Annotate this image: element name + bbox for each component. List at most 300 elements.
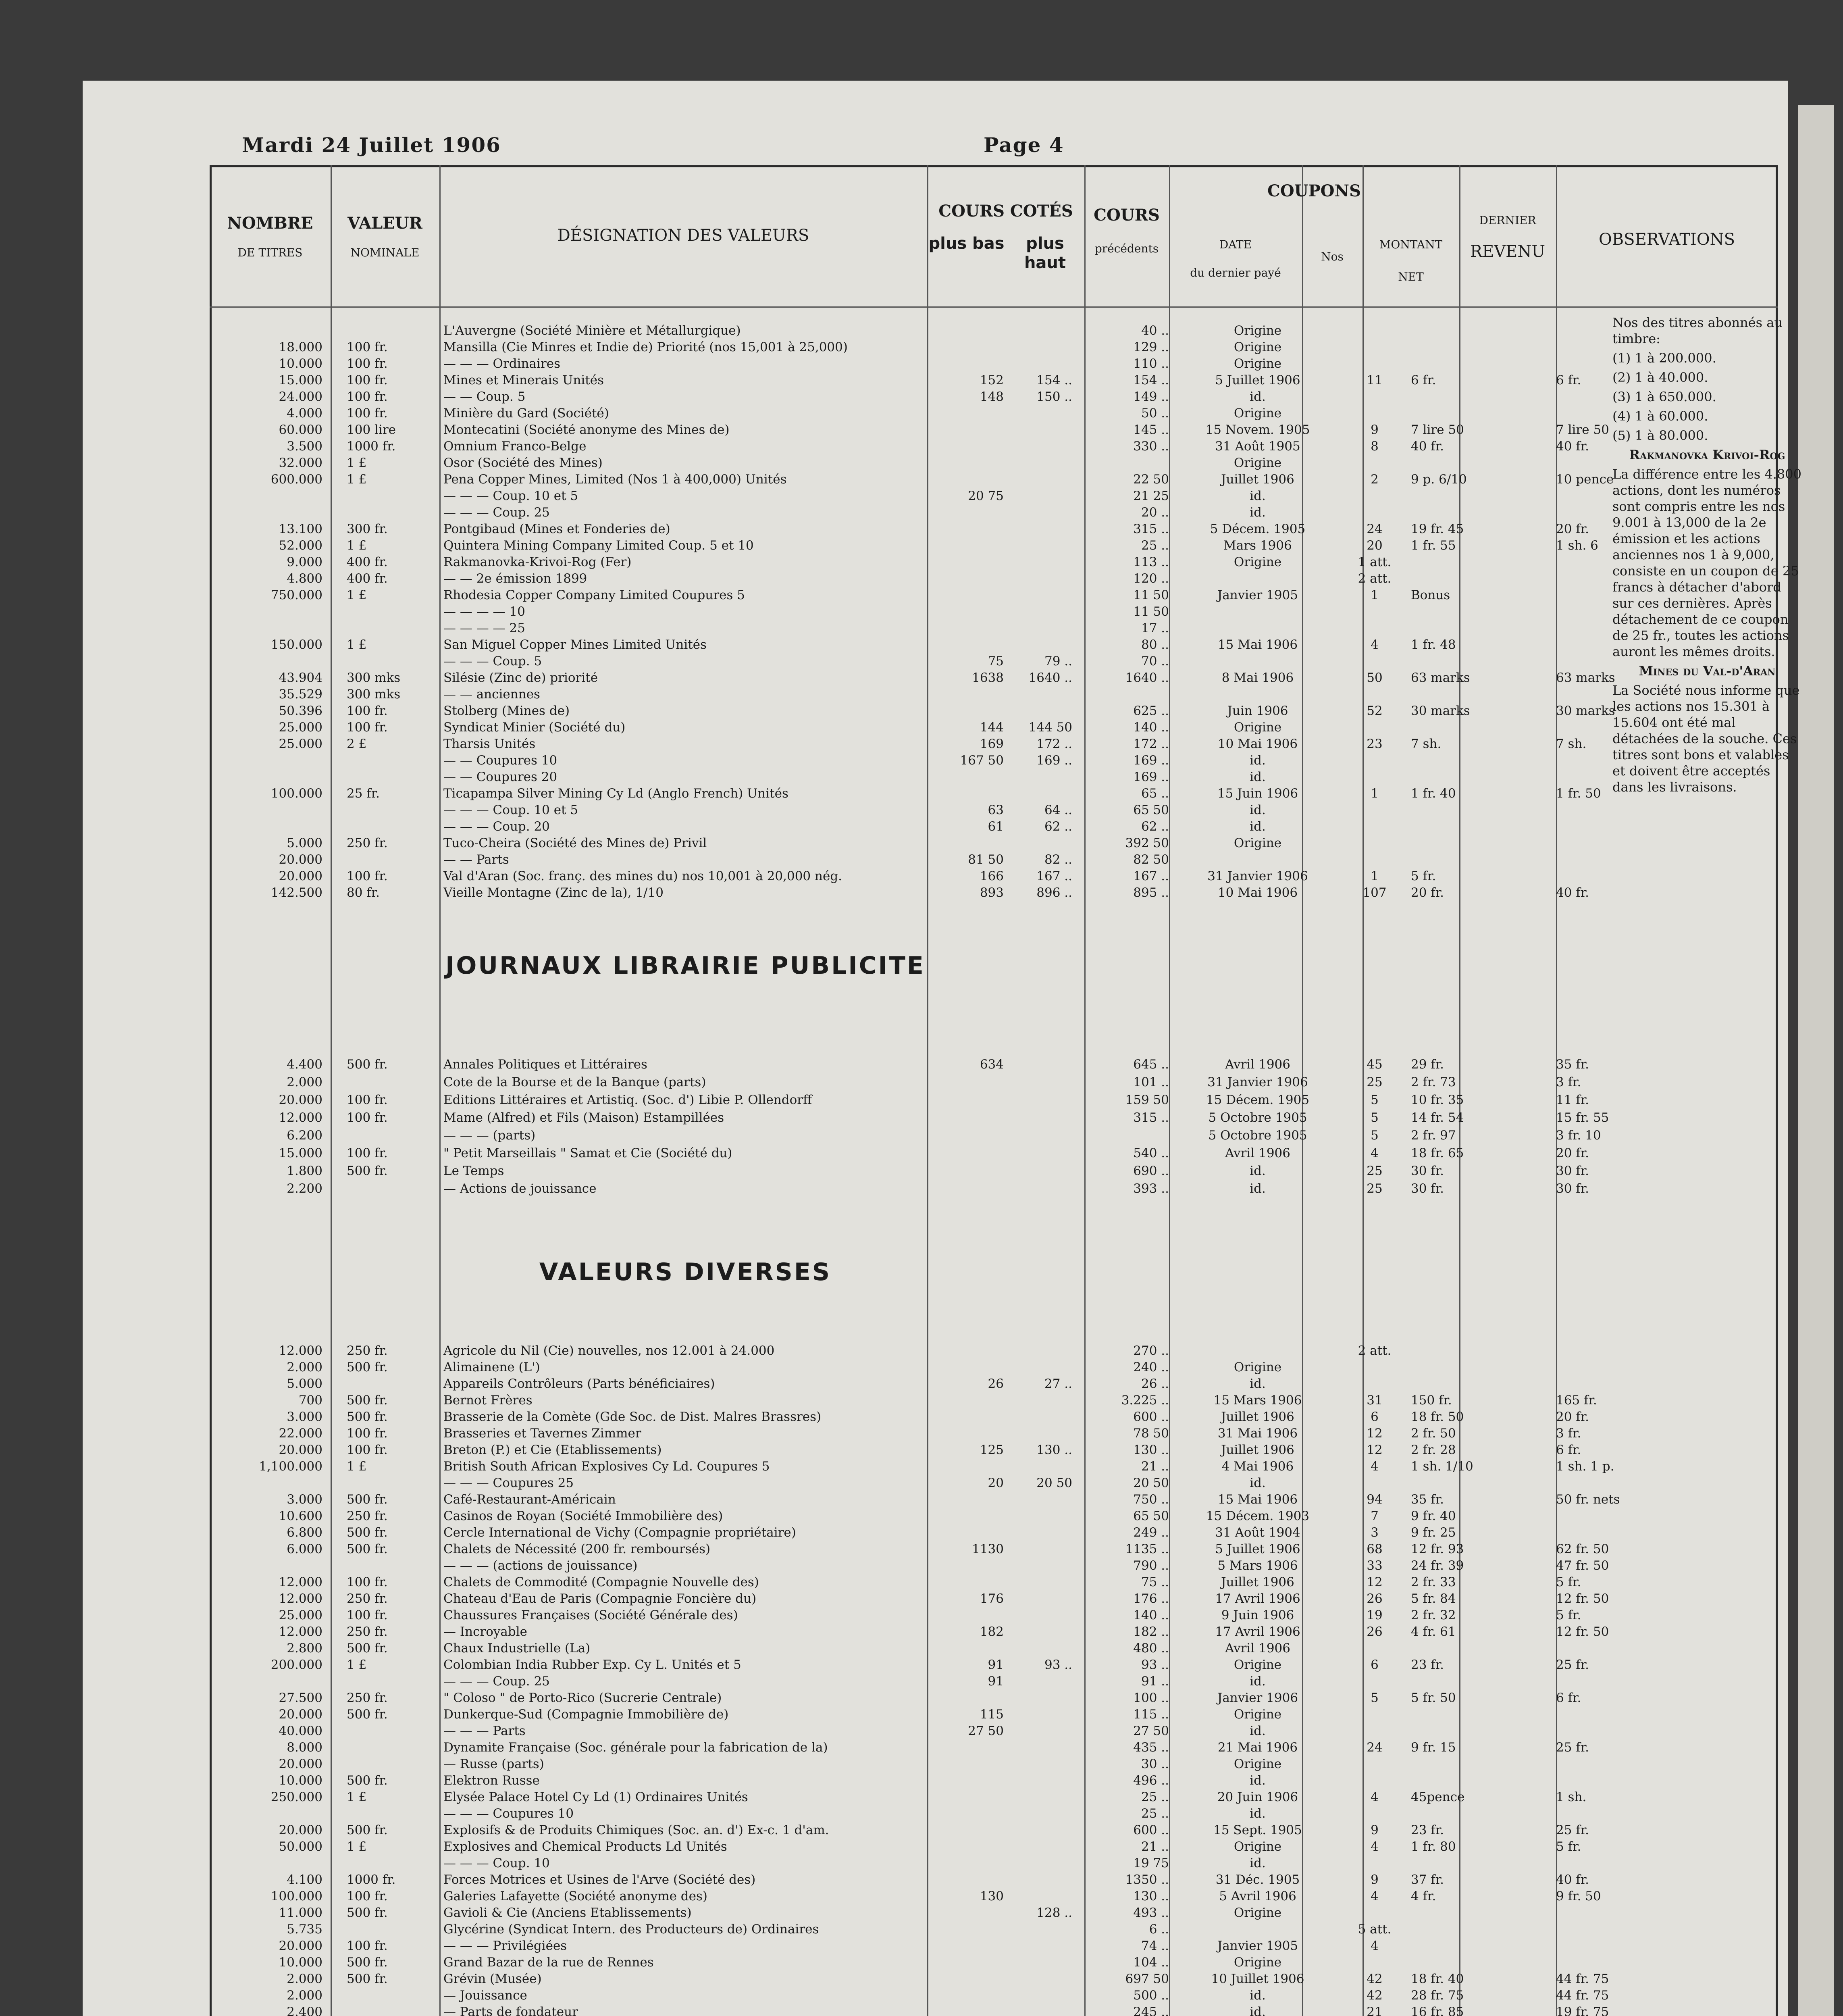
obs-val-text: La Société nous informe que les actions nos 15.301 à 15.604 ont été mal détachées de la souche. Ces titres sont bons et valables et doivent être acceptés dans les livraisons.: [1612, 683, 1800, 795]
cell-rev: 63 marks: [1556, 671, 1615, 685]
cell-des: — — 2e émission 1899: [443, 571, 587, 586]
cell-date: id.: [1250, 505, 1266, 520]
col-valeur-sub: NOMINALE: [350, 246, 420, 259]
cell-rev: 50 fr. nets: [1556, 1492, 1620, 1507]
cell-prec: 315 ..: [1133, 522, 1169, 536]
cell-mnt: 45pence: [1411, 1790, 1465, 1804]
cell-prec: 240 ..: [1133, 1360, 1169, 1375]
cell-prec: 625 ..: [1133, 704, 1169, 718]
cell-prec: 690 ..: [1133, 1164, 1169, 1178]
cell-bas: 115: [980, 1707, 1004, 1722]
cell-nb: 20.000: [279, 852, 322, 867]
cell-des: — — — Coup. 10: [443, 1856, 550, 1870]
cell-date: Origine: [1234, 1707, 1282, 1722]
cell-val: 500 fr.: [347, 1955, 388, 1970]
cell-num: 5: [1371, 1691, 1379, 1705]
cell-date: Janvier 1905: [1217, 588, 1298, 602]
cell-mnt: 4 fr.: [1411, 1889, 1436, 1904]
cell-val: 250 fr.: [347, 1691, 388, 1705]
cell-rev: 40 fr.: [1556, 439, 1589, 454]
cell-des: Chalets de Nécessité (200 fr. remboursés): [443, 1542, 711, 1556]
cell-haut: 130 ..: [1036, 1443, 1072, 1457]
cell-prec: 1350 ..: [1125, 1872, 1169, 1887]
cell-date: 31 Août 1905: [1215, 439, 1300, 454]
page-number: Page 4: [984, 133, 1064, 157]
cell-date: 15 Mai 1906: [1217, 637, 1298, 652]
cell-num: 4: [1371, 637, 1379, 652]
cell-date: Origine: [1234, 323, 1282, 338]
cell-prec: 245 ..: [1133, 2005, 1169, 2016]
cell-date: Origine: [1234, 836, 1282, 850]
table-row: [210, 405, 1778, 421]
cell-val: 1 £: [347, 1839, 367, 1854]
cell-prec: 65 ..: [1141, 786, 1169, 801]
cell-prec: 101 ..: [1133, 1075, 1169, 1089]
cell-date: 31 Août 1904: [1215, 1525, 1300, 1540]
table-row: [210, 1657, 1778, 1673]
cell-des: — — — Coupures 25: [443, 1476, 574, 1490]
cell-nb: 13.100: [279, 522, 322, 536]
cell-rev: 40 fr.: [1556, 1872, 1589, 1887]
cell-num: 12: [1367, 1443, 1383, 1457]
cell-mnt: 18 fr. 50: [1411, 1410, 1464, 1424]
table-row: [210, 1888, 1778, 1904]
cell-date: Origine: [1234, 720, 1282, 735]
table-row: [210, 1409, 1778, 1425]
cell-prec: 167 ..: [1133, 869, 1169, 883]
table-row: [210, 1772, 1778, 1789]
cell-des: — — anciennes: [443, 687, 540, 702]
cell-rev: 10 pence: [1556, 472, 1614, 487]
cell-num: 68: [1367, 1542, 1383, 1556]
table-row: [210, 504, 1778, 521]
cell-des: " Coloso " de Porto-Rico (Sucrerie Centrale): [443, 1691, 722, 1705]
cell-bas: 182: [980, 1624, 1004, 1639]
cell-nb: 2.400: [287, 2005, 322, 2016]
cell-nb: 50.396: [279, 704, 322, 718]
cell-haut: 1640 ..: [1028, 671, 1072, 685]
cell-val: 100 fr.: [347, 1889, 388, 1904]
cell-des: Agricole du Nil (Cie) nouvelles, nos 12.001 à 24.000: [443, 1343, 775, 1358]
cell-nb: 24.000: [279, 389, 322, 404]
cell-prec: 790 ..: [1133, 1558, 1169, 1573]
cell-val: 300 mks: [347, 687, 401, 702]
cell-val: 1 £: [347, 472, 367, 487]
cell-prec: 93 ..: [1141, 1658, 1169, 1672]
next-page-edge: [1798, 105, 1834, 2016]
cell-des: Chaux Industrielle (La): [443, 1641, 591, 1656]
cell-date: 15 Sept. 1905: [1213, 1823, 1302, 1837]
cell-nb: 9.000: [287, 555, 322, 569]
cell-bas: 125: [980, 1443, 1004, 1457]
cell-des: — — — Privilégiées: [443, 1939, 567, 1953]
col-montant-sub: NET: [1398, 270, 1424, 283]
cell-val: 500 fr.: [347, 1492, 388, 1507]
cell-nb: 2.000: [287, 1988, 322, 2003]
cell-mnt: 23 fr.: [1411, 1823, 1444, 1837]
cell-val: 100 fr.: [347, 389, 388, 404]
cell-date: 5 Octobre 1905: [1208, 1110, 1307, 1125]
cell-nb: 25.000: [279, 1608, 322, 1622]
cell-des: Explosifs & de Produits Chimiques (Soc. an. d') Ex-c. 1 d'am.: [443, 1823, 829, 1837]
cell-des: Cercle International de Vichy (Compagnie propriétaire): [443, 1525, 796, 1540]
cell-nb: 150.000: [270, 637, 322, 652]
cell-num: 4: [1371, 1839, 1379, 1854]
cell-date: 4 Mai 1906: [1221, 1459, 1294, 1474]
cell-des: Brasserie de la Comète (Gde Soc. de Dist. Malres Brassres): [443, 1410, 822, 1424]
cell-prec: 110 ..: [1133, 356, 1169, 371]
cell-date: id.: [1250, 1377, 1266, 1391]
cell-nb: 10.000: [279, 1773, 322, 1788]
cell-prec: 80 ..: [1141, 637, 1169, 652]
cell-date: 10 Mai 1906: [1217, 885, 1298, 900]
table-row: [210, 802, 1778, 818]
cell-nb: 32.000: [279, 456, 322, 470]
cell-des: Bernot Frères: [443, 1393, 533, 1408]
cell-nb: 2.000: [287, 1972, 322, 1986]
cell-mnt: 5 fr. 50: [1411, 1691, 1456, 1705]
cell-val: 400 fr.: [347, 555, 388, 569]
cell-val: 250 fr.: [347, 836, 388, 850]
table-row: [210, 571, 1778, 587]
table-row: [210, 1524, 1778, 1541]
cell-bas: 893: [980, 885, 1004, 900]
table-row: [210, 1839, 1778, 1855]
cell-rev: 165 fr.: [1556, 1393, 1597, 1408]
cell-val: 500 fr.: [347, 1393, 388, 1408]
obs-timbre-2: (2) 1 à 40.000.: [1612, 370, 1708, 385]
cell-num: 42: [1367, 1988, 1383, 2003]
table-row: [210, 885, 1778, 901]
cell-des: — — Coup. 5: [443, 389, 526, 404]
cell-prec: 140 ..: [1133, 720, 1169, 735]
cell-date: 9 Juin 1906: [1221, 1608, 1294, 1622]
cell-des: — Incroyable: [443, 1624, 528, 1639]
cell-des: Val d'Aran (Soc. franç. des mines du) nos 10,001 à 20,000 nég.: [443, 869, 842, 883]
cell-num: 6: [1371, 1410, 1379, 1424]
col-plus-bas: plus bas: [928, 234, 1005, 253]
cell-date: 31 Janvier 1906: [1207, 869, 1308, 883]
cell-nb: 2.000: [287, 1360, 322, 1375]
cell-rev: 1 fr. 50: [1556, 786, 1601, 801]
table-row: [210, 587, 1778, 603]
table-row: [210, 1855, 1778, 1871]
cell-des: — — — Coup. 5: [443, 654, 542, 669]
cell-mnt: 9 fr. 25: [1411, 1525, 1456, 1540]
table-row: [210, 1092, 1778, 1108]
cell-val: 250 fr.: [347, 1343, 388, 1358]
table-row: [210, 686, 1778, 702]
cell-des: Elektron Russe: [443, 1773, 540, 1788]
cell-haut: 150 ..: [1036, 389, 1072, 404]
cell-bas: 91: [988, 1674, 1004, 1689]
cell-prec: 182 ..: [1133, 1624, 1169, 1639]
cell-date: 20 Juin 1906: [1217, 1790, 1298, 1804]
table-row: [210, 1640, 1778, 1656]
table-row: [210, 1591, 1778, 1607]
cell-val: 100 fr.: [347, 356, 388, 371]
cell-val: 1 £: [347, 1459, 367, 1474]
table-row: [210, 422, 1778, 438]
table-row: [210, 818, 1778, 835]
cell-val: 100 lire: [347, 423, 396, 437]
cell-nb: 2.200: [287, 1181, 322, 1196]
cell-val: 500 fr.: [347, 1360, 388, 1375]
cell-mnt: 9 fr. 40: [1411, 1509, 1456, 1523]
cell-des: Explosives and Chemical Products Ld Unités: [443, 1839, 727, 1854]
cell-date: Juin 1906: [1227, 704, 1288, 718]
table-row: [210, 1607, 1778, 1623]
table-row: [210, 1690, 1778, 1706]
cell-date: Juillet 1906: [1221, 1575, 1294, 1589]
col-valeur: VALEUR: [347, 214, 422, 233]
cell-des: Mansilla (Cie Minres et Indie de) Priorité (nos 15,001 à 25,000): [443, 340, 848, 354]
cell-des: Minière du Gard (Société): [443, 406, 609, 421]
cell-num: 5: [1371, 1110, 1379, 1125]
cell-nb: 15.000: [279, 1146, 322, 1160]
cell-date: Avril 1906: [1225, 1641, 1291, 1656]
table-row: [210, 1706, 1778, 1722]
cell-rev: 1 sh. 1 p.: [1556, 1459, 1614, 1474]
table-row: [210, 1475, 1778, 1491]
cell-nb: 3.000: [287, 1410, 322, 1424]
cell-val: 300 mks: [347, 671, 401, 685]
cell-nb: 20.000: [279, 1757, 322, 1771]
cell-val: 500 fr.: [347, 1525, 388, 1540]
table-row: [210, 1739, 1778, 1756]
col-nombre: NOMBRE: [227, 214, 313, 233]
cell-haut: 167 ..: [1036, 869, 1072, 883]
cell-prec: 17 ..: [1141, 621, 1169, 635]
cell-mnt: 18 fr. 40: [1411, 1972, 1464, 1986]
cell-val: 500 fr.: [347, 1057, 388, 1072]
cell-val: 100 fr.: [347, 1575, 388, 1589]
cell-date: Janvier 1906: [1217, 1691, 1298, 1705]
cell-nb: 600.000: [270, 472, 322, 487]
cell-mnt: 30 fr.: [1411, 1164, 1444, 1178]
cell-des: — — Coupures 20: [443, 770, 557, 784]
cell-nb: 100.000: [270, 786, 322, 801]
cell-num: 12: [1367, 1575, 1383, 1589]
cell-nb: 200.000: [270, 1658, 322, 1672]
cell-date: 5 Juillet 1906: [1215, 1542, 1300, 1556]
cell-des: L'Auvergne (Société Minière et Métallurgique): [443, 323, 741, 338]
cell-date: 15 Novem. 1905: [1205, 423, 1310, 437]
cell-prec: 249 ..: [1133, 1525, 1169, 1540]
cell-mnt: 1 fr. 40: [1411, 786, 1456, 801]
cell-prec: 540 ..: [1133, 1146, 1169, 1160]
cell-mnt: 2 fr. 32: [1411, 1608, 1456, 1622]
cell-date: Janvier 1905: [1217, 1939, 1298, 1953]
cell-bas: 75: [988, 654, 1004, 669]
cell-prec: 130 ..: [1133, 1889, 1169, 1904]
cell-haut: 172 ..: [1036, 737, 1072, 751]
cell-num: 50: [1367, 671, 1383, 685]
page-date: Mardi 24 Juillet 1906: [242, 133, 501, 157]
cell-mnt: 9 p. 6/10: [1411, 472, 1467, 487]
cell-val: 100 fr.: [347, 1426, 388, 1441]
cell-val: 1 £: [347, 1658, 367, 1672]
cell-val: 100 fr.: [347, 1146, 388, 1160]
cell-bas: 91: [988, 1658, 1004, 1672]
cell-des: Chateau d'Eau de Paris (Compagnie Foncière du): [443, 1591, 757, 1606]
observations-top: [1612, 314, 1802, 798]
cell-des: — Parts de fondateur: [443, 2005, 578, 2016]
cell-des: Mines et Minerais Unités: [443, 373, 604, 387]
cell-num: 9: [1371, 1823, 1379, 1837]
cell-nb: 20.000: [279, 1707, 322, 1722]
col-cours: COURS: [1094, 206, 1160, 225]
table-row: [210, 637, 1778, 653]
cell-des: — — — (parts): [443, 1128, 536, 1143]
cell-num: 2 att.: [1358, 571, 1392, 586]
cell-val: 100 fr.: [347, 406, 388, 421]
cell-num: 26: [1367, 1591, 1383, 1606]
cell-num: 1: [1371, 588, 1379, 602]
table-row: [210, 785, 1778, 802]
cell-date: Origine: [1234, 1658, 1282, 1672]
table-row: [210, 1145, 1778, 1161]
cell-num: 4: [1371, 1790, 1379, 1804]
cell-rev: 30 fr.: [1556, 1164, 1589, 1178]
cell-prec: 130 ..: [1133, 1443, 1169, 1457]
cell-des: — — — Coupures 10: [443, 1806, 574, 1821]
cell-num: 1: [1371, 786, 1379, 801]
cell-num: 33: [1367, 1558, 1383, 1573]
cell-date: 31 Mai 1906: [1217, 1426, 1298, 1441]
cell-val: 100 fr.: [347, 373, 388, 387]
col-plus-haut: plus haut: [1024, 234, 1066, 272]
col-revenu: REVENU: [1470, 242, 1546, 261]
cell-num: 19: [1367, 1608, 1383, 1622]
cell-mnt: 1 sh. 1/10: [1411, 1459, 1473, 1474]
cell-haut: 154 ..: [1036, 373, 1072, 387]
cell-date: 5 Juillet 1906: [1215, 373, 1300, 387]
cell-date: Origine: [1234, 1955, 1282, 1970]
cell-date: 10 Mai 1906: [1217, 737, 1298, 751]
cell-nb: 27.500: [279, 1691, 322, 1705]
cell-prec: 172 ..: [1133, 737, 1169, 751]
cell-date: 31 Déc. 1905: [1215, 1872, 1300, 1887]
cell-val: 2 £: [347, 737, 367, 751]
cell-haut: 27 ..: [1044, 1377, 1072, 1391]
cell-nb: 12.000: [279, 1343, 322, 1358]
table-row: [210, 620, 1778, 636]
header-divider: [210, 306, 1778, 308]
cell-nb: 1,100.000: [259, 1459, 322, 1474]
cell-prec: 154 ..: [1133, 373, 1169, 387]
cell-num: 8: [1371, 439, 1379, 454]
cell-des: Silésie (Zinc de) priorité: [443, 671, 598, 685]
cell-prec: 750 ..: [1133, 1492, 1169, 1507]
table-row: [210, 769, 1778, 785]
cell-num: 4: [1371, 1889, 1379, 1904]
cell-prec: 697 50: [1125, 1972, 1169, 1986]
cell-bas: 1638: [972, 671, 1004, 685]
cell-bas: 27 50: [968, 1724, 1004, 1738]
cell-des: Dynamite Française (Soc. générale pour la fabrication de la): [443, 1740, 828, 1755]
cell-prec: 392 50: [1125, 836, 1169, 850]
cell-nb: 35.529: [279, 687, 322, 702]
cell-mnt: 37 fr.: [1411, 1872, 1444, 1887]
cell-date: id.: [1250, 2005, 1266, 2016]
cell-mnt: 23 fr.: [1411, 1658, 1444, 1672]
cell-date: id.: [1250, 1856, 1266, 1870]
cell-num: 9: [1371, 423, 1379, 437]
cell-bas: 634: [980, 1057, 1004, 1072]
cell-bas: 61: [988, 819, 1004, 834]
cell-num: 25: [1367, 1181, 1383, 1196]
cell-num: 1 att.: [1358, 555, 1392, 569]
cell-des: — — — Coup. 10 et 5: [443, 489, 578, 503]
cell-date: Origine: [1234, 1839, 1282, 1854]
cell-val: 400 fr.: [347, 571, 388, 586]
table-row: [210, 1938, 1778, 1954]
cell-nb: 8.000: [287, 1740, 322, 1755]
table-row: [210, 835, 1778, 851]
obs-rak-title: Rakmanovka Krivoi-Rog: [1629, 447, 1785, 462]
cell-rev: 44 fr. 75: [1556, 1988, 1609, 2003]
cell-val: 100 fr.: [347, 1443, 388, 1457]
cell-des: Grand Bazar de la rue de Rennes: [443, 1955, 654, 1970]
cell-des: Ticapampa Silver Mining Cy Ld (Anglo French) Unités: [443, 786, 788, 801]
cell-mnt: 28 fr. 75: [1411, 1988, 1464, 2003]
cell-rev: 3 fr. 10: [1556, 1128, 1601, 1143]
cell-num: 9: [1371, 1872, 1379, 1887]
cell-date: 15 Décem. 1903: [1206, 1509, 1310, 1523]
cell-val: 250 fr.: [347, 1591, 388, 1606]
cell-val: 100 fr.: [347, 1110, 388, 1125]
table-row: [210, 852, 1778, 868]
cell-prec: 270 ..: [1133, 1343, 1169, 1358]
cell-des: — — — Ordinaires: [443, 356, 560, 371]
cell-rev: 47 fr. 50: [1556, 1558, 1609, 1573]
cell-des: — — — Coup. 25: [443, 505, 550, 520]
table-row: [210, 1558, 1778, 1574]
section-diverses: VALEURS DIVERSES: [539, 1258, 832, 1286]
cell-date: id.: [1250, 1988, 1266, 2003]
cell-val: 500 fr.: [347, 1164, 388, 1178]
cell-rev: 25 fr.: [1556, 1658, 1589, 1672]
cell-mnt: 1 fr. 80: [1411, 1839, 1456, 1854]
cell-date: 5 Avril 1906: [1219, 1889, 1296, 1904]
cell-nb: 10.600: [279, 1509, 322, 1523]
cell-mnt: 2 fr. 97: [1411, 1128, 1456, 1143]
cell-num: 1: [1371, 869, 1379, 883]
cell-nb: 10.000: [279, 356, 322, 371]
table-row: [210, 1458, 1778, 1475]
obs-timbre: Nos des titres abonnés au timbre:: [1612, 315, 1783, 346]
cell-date: Avril 1906: [1225, 1057, 1291, 1072]
table-row: [210, 339, 1778, 355]
cell-mnt: 24 fr. 39: [1411, 1558, 1464, 1573]
table-row: [210, 1756, 1778, 1772]
cell-date: 15 Mars 1906: [1213, 1393, 1302, 1408]
cell-date: 15 Juin 1906: [1217, 786, 1298, 801]
cell-num: 23: [1367, 737, 1383, 751]
cell-prec: 176 ..: [1133, 1591, 1169, 1606]
cell-rev: 40 fr.: [1556, 885, 1589, 900]
cell-date: Juillet 1906: [1221, 1410, 1294, 1424]
cell-mnt: 40 fr.: [1411, 439, 1444, 454]
cell-rev: 5 fr.: [1556, 1575, 1581, 1589]
cell-date: 8 Mai 1906: [1221, 671, 1294, 685]
cell-rev: 7 lire 50: [1556, 423, 1609, 437]
cell-rev: 11 fr.: [1556, 1093, 1589, 1107]
cell-date: Avril 1906: [1225, 1146, 1291, 1160]
table-row: [210, 1392, 1778, 1408]
table-row: [210, 868, 1778, 884]
